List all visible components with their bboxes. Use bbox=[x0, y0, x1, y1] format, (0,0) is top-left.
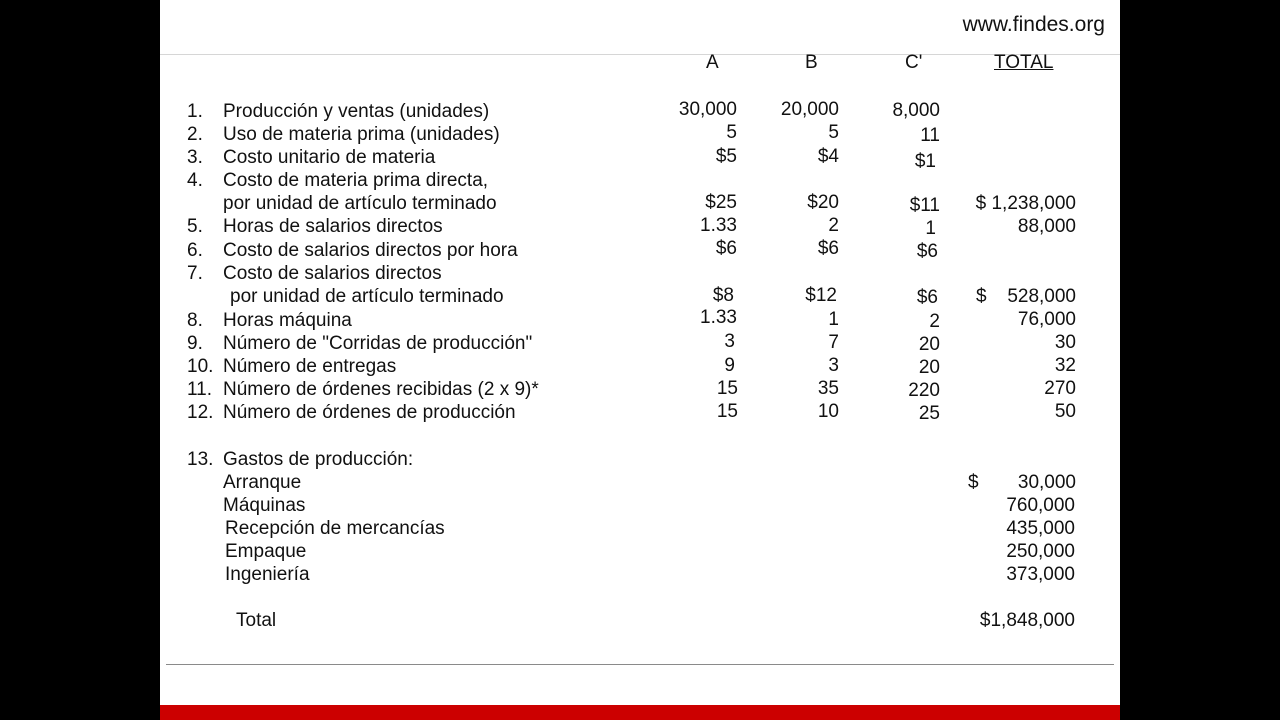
cell-b: $20 bbox=[807, 192, 839, 213]
cell-a: 9 bbox=[724, 355, 735, 376]
expense-label: Arranque bbox=[223, 472, 302, 493]
cell-c: 20 bbox=[918, 357, 940, 378]
row-label-continued: por unidad de artículo terminado bbox=[230, 286, 504, 307]
cell-total: 270 bbox=[1044, 378, 1076, 399]
cell-b: 10 bbox=[817, 401, 839, 422]
cell-c: $6 bbox=[916, 287, 938, 308]
cell-b: 20,000 bbox=[780, 99, 839, 120]
cell-a: $8 bbox=[712, 285, 734, 306]
cell-a: 1.33 bbox=[700, 307, 737, 328]
cell-c: 2 bbox=[929, 311, 940, 332]
expense-label: Ingeniería bbox=[225, 564, 310, 585]
cell-c: 8,000 bbox=[892, 100, 940, 121]
cell-c: 20 bbox=[918, 334, 940, 355]
cell-b: $6 bbox=[817, 238, 839, 259]
cell-b: $12 bbox=[805, 285, 837, 306]
row-label: Número de entregas bbox=[223, 356, 397, 377]
row-label: Costo de salarios directos por hora bbox=[223, 240, 518, 261]
cell-total: 32 bbox=[1054, 355, 1076, 376]
column-header-total: TOTAL bbox=[994, 52, 1054, 73]
cell-c: 220 bbox=[908, 380, 940, 401]
row-label: Número de órdenes recibidas (2 x 9)* bbox=[223, 379, 539, 400]
column-header-b: B bbox=[805, 52, 818, 73]
cell-b: 1 bbox=[828, 309, 839, 330]
row-label: Horas máquina bbox=[223, 310, 352, 331]
row-number: 2. bbox=[187, 124, 203, 145]
cell-b: 3 bbox=[828, 355, 839, 376]
row-number: 12. bbox=[187, 402, 214, 423]
row-label: Horas de salarios directos bbox=[223, 216, 443, 237]
section-number: 13. bbox=[187, 449, 214, 470]
cell-a: 1.33 bbox=[700, 215, 737, 236]
top-divider bbox=[160, 54, 1120, 55]
cell-a: 30,000 bbox=[678, 99, 737, 120]
cell-total: 30 bbox=[1054, 332, 1076, 353]
row-label: Costo de materia prima directa, bbox=[223, 170, 489, 191]
column-header-c: C' bbox=[905, 52, 923, 73]
cell-c: 11 bbox=[920, 125, 940, 146]
cell-b: 5 bbox=[828, 122, 839, 143]
expense-value: 373,000 bbox=[1006, 564, 1075, 585]
section-title: Gastos de producción: bbox=[223, 449, 414, 470]
cell-b: 2 bbox=[828, 215, 839, 236]
row-label-continued: por unidad de artículo terminado bbox=[223, 193, 497, 214]
cell-c: $6 bbox=[916, 241, 938, 262]
bottom-divider bbox=[166, 664, 1114, 665]
row-number: 4. bbox=[187, 170, 203, 191]
cell-a: 15 bbox=[716, 378, 738, 399]
expense-label: Máquinas bbox=[223, 495, 306, 516]
total-value: $1,848,000 bbox=[979, 610, 1075, 631]
site-url: www.findes.org bbox=[962, 13, 1105, 36]
row-number: 7. bbox=[187, 263, 203, 284]
footer-bar bbox=[160, 705, 1120, 720]
expense-value: 435,000 bbox=[1006, 518, 1075, 539]
row-number: 11. bbox=[187, 379, 213, 400]
row-number: 3. bbox=[187, 147, 203, 168]
cell-c: 25 bbox=[918, 403, 940, 424]
row-label: Costo unitario de materia bbox=[223, 147, 436, 168]
cell-c: $1 bbox=[914, 151, 936, 172]
cell-a: 3 bbox=[724, 331, 735, 352]
row-label: Número de "Corridas de producción" bbox=[223, 333, 533, 354]
expense-currency: $ bbox=[968, 472, 979, 493]
expense-label: Empaque bbox=[225, 541, 307, 562]
row-number: 5. bbox=[187, 216, 203, 237]
row-number: 10. bbox=[187, 356, 214, 377]
cell-a: $5 bbox=[715, 146, 737, 167]
cell-a: $25 bbox=[705, 192, 737, 213]
row-number: 9. bbox=[187, 333, 203, 354]
cell-total-currency: $ bbox=[976, 286, 987, 307]
row-number: 1. bbox=[187, 101, 203, 122]
cell-total: 50 bbox=[1054, 401, 1076, 422]
slide bbox=[160, 0, 1120, 720]
row-number: 8. bbox=[187, 310, 203, 331]
row-label: Número de órdenes de producción bbox=[223, 402, 516, 423]
row-number: 6. bbox=[187, 240, 203, 261]
cell-a: 5 bbox=[726, 122, 737, 143]
cell-b: 35 bbox=[817, 378, 839, 399]
column-header-a: A bbox=[706, 52, 719, 73]
row-label: Uso de materia prima (unidades) bbox=[223, 124, 500, 145]
cell-c: 1 bbox=[925, 218, 936, 239]
cell-total: 76,000 bbox=[1017, 309, 1076, 330]
cell-b: 7 bbox=[828, 332, 839, 353]
total-label: Total bbox=[236, 610, 277, 631]
cell-a: $6 bbox=[715, 238, 737, 259]
cell-total: 528,000 bbox=[1007, 286, 1076, 307]
row-label: Producción y ventas (unidades) bbox=[223, 101, 490, 122]
expense-label: Recepción de mercancías bbox=[225, 518, 445, 539]
expense-value: 760,000 bbox=[1006, 495, 1075, 516]
cell-a: 15 bbox=[716, 401, 738, 422]
cell-total: $ 1,238,000 bbox=[975, 193, 1076, 214]
expense-value: 250,000 bbox=[1006, 541, 1075, 562]
cell-c: $11 bbox=[909, 195, 940, 216]
row-label: Costo de salarios directos bbox=[223, 263, 442, 284]
cell-total: 88,000 bbox=[1017, 216, 1076, 237]
cell-b: $4 bbox=[817, 146, 839, 167]
expense-value: 30,000 bbox=[1017, 472, 1076, 493]
